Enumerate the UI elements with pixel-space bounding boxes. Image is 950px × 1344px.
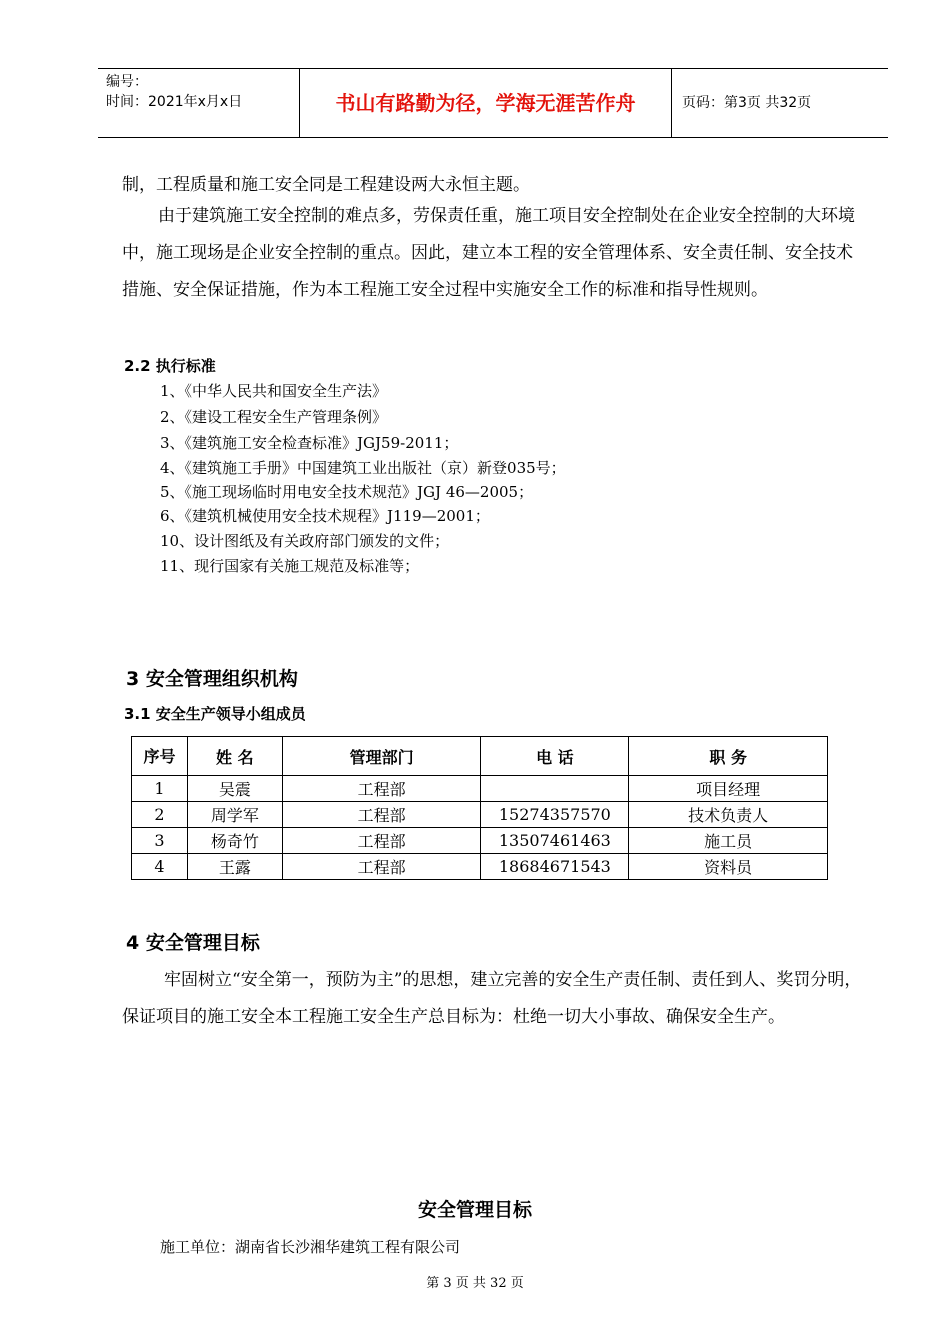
standard-item: 3、《建筑施工安全检查标准》JGJ59-2011；: [160, 434, 459, 452]
cell-dept: 工程部: [282, 854, 481, 880]
standard-item: 2、《建设工程安全生产管理条例》: [160, 408, 388, 426]
cell-name: 周学军: [187, 802, 282, 828]
cell-dept: 工程部: [282, 828, 481, 854]
cell-position: 技术负责人: [629, 802, 828, 828]
bottom-title: 安全管理目标: [417, 1199, 532, 1221]
header-meta: [98, 69, 300, 137]
col-header-name: 姓 名: [187, 737, 282, 776]
standard-item: 4、《建筑施工手册》中国建筑工业出版社（京）新登035号；: [160, 459, 566, 477]
col-header-seq: 序号: [132, 737, 188, 776]
construction-unit: 施工单位：湖南省长沙湘华建筑工程有限公司: [160, 1238, 461, 1256]
section-4-paragraph: 牢固树立“安全第一，预防为主”的思想，建立完善的安全生产责任制、责任到人、奖罚分明，保证项目的施工安全本工程施工安全生产总目标为：杜绝一切大小事故、确保安全生产。: [122, 970, 862, 1027]
cell-dept: 工程部: [282, 802, 481, 828]
header-motto: 书山有路勤为径，学海无涯苦作舟: [300, 69, 672, 137]
cell-name: 杨奇竹: [187, 828, 282, 854]
standard-item: 11、现行国家有关施工规范及标准等；: [160, 557, 420, 575]
table-row: [132, 776, 828, 802]
cell-position: 资料员: [629, 854, 828, 880]
cell-phone: 15274357570: [481, 802, 629, 828]
cell-dept: 工程部: [282, 776, 481, 802]
cell-phone: 13507461463: [481, 828, 629, 854]
col-header-phone: 电 话: [481, 737, 629, 776]
section-4-heading: 4 安全管理目标: [126, 932, 260, 954]
standard-item: 6、《建筑机械使用安全技术规程》J119—2001；: [160, 507, 490, 525]
table-header-row: [132, 737, 828, 776]
cell-seq: 1: [132, 776, 188, 802]
cell-position: 施工员: [629, 828, 828, 854]
section-3-heading: 3 安全管理组织机构: [126, 668, 298, 690]
table-row: [132, 854, 828, 880]
header-page-number: 页码：第3页 共32页: [682, 95, 812, 111]
intro-paragraph: 由于建筑施工安全控制的难点多，劳保责任重，施工项目安全控制处在企业安全控制的大环境中，施工现场是企业安全控制的重点。因此，建立本工程的安全管理体系、安全责任制、安全技术措施、安全保证措施，作为本工程施工安全过程中实施安全工作的标准和指导性规则。: [122, 206, 855, 300]
col-header-position: 职 务: [629, 737, 828, 776]
cell-name: 吴震: [187, 776, 282, 802]
page-footer: 第 3 页 共 32 页: [426, 1276, 524, 1291]
col-header-dept: 管理部门: [282, 737, 481, 776]
page-header: [98, 68, 888, 138]
cell-name: 王露: [187, 854, 282, 880]
standard-item: 5、《施工现场临时用电安全技术规范》JGJ 46—2005；: [160, 483, 534, 501]
table-row: [132, 828, 828, 854]
cell-seq: 2: [132, 802, 188, 828]
cell-position: 项目经理: [629, 776, 828, 802]
section-3-1-heading: 3.1 安全生产领导小组成员: [124, 705, 306, 723]
standard-item: 1、《中华人民共和国安全生产法》: [160, 382, 388, 400]
standard-item: 10、设计图纸及有关政府部门颁发的文件；: [160, 532, 450, 550]
header-number: 编号：: [106, 74, 148, 90]
intro-line: 制，工程质量和施工安全同是工程建设两大永恒主题。: [122, 175, 530, 195]
cell-phone: 18684671543: [481, 854, 629, 880]
cell-seq: 4: [132, 854, 188, 880]
cell-seq: 3: [132, 828, 188, 854]
members-table: [131, 736, 828, 880]
section-2-2-heading: 2.2 执行标准: [124, 357, 216, 375]
header-time: 时间：2021年x月x日: [106, 94, 243, 110]
cell-phone: [481, 776, 629, 802]
table-row: [132, 802, 828, 828]
